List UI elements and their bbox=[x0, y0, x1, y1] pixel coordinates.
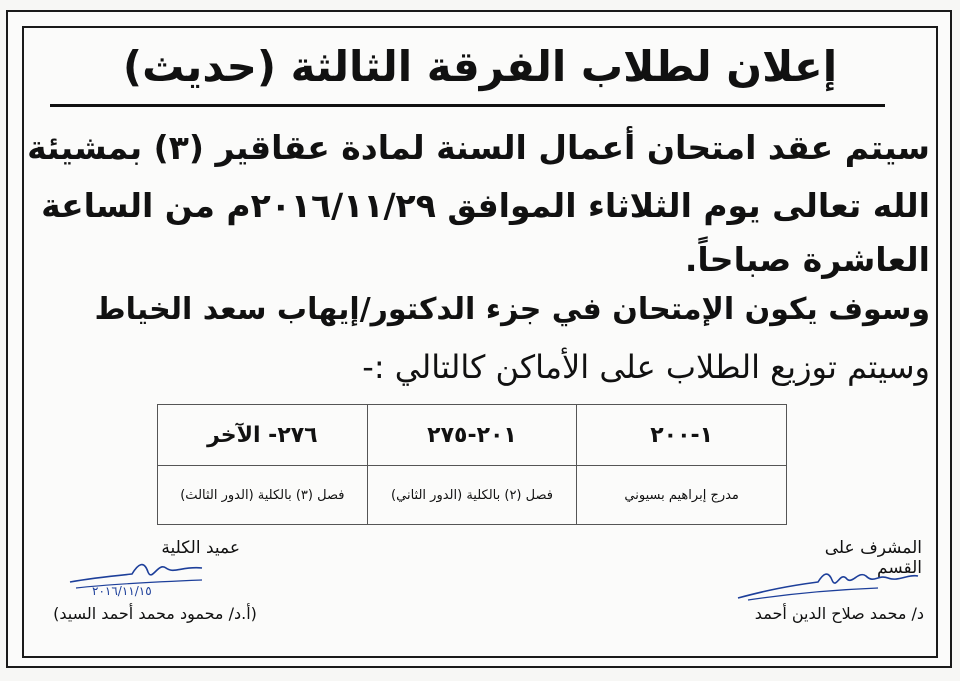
announcement-title: إعلان لطلاب الفرقة الثالثة (حديث) bbox=[122, 42, 838, 91]
body-line-2: الله تعالى يوم الثلاثاء الموافق ٢٠١٦/١١/٢٩م من الساعة bbox=[41, 186, 930, 225]
supervisor-signature bbox=[728, 560, 928, 606]
body-line-3: العاشرة صباحاً. bbox=[684, 240, 930, 279]
body-line-1: سيتم عقد امتحان أعمال السنة لمادة عقاقير (٣) بمشيئة bbox=[27, 128, 930, 167]
dean-name: (أ.د/ محمود محمد أحمد السيد) bbox=[53, 604, 257, 623]
range-cell: ٢٠١-٢٧٥ bbox=[367, 405, 577, 466]
distribution-table bbox=[157, 404, 787, 525]
dean-signature-date: ٢٠١٦/١١/١٥ bbox=[92, 584, 152, 598]
body-line-4: وسوف يكون الإمتحان في جزء الدكتور/إيهاب سعد الخياط bbox=[94, 292, 930, 327]
supervisor-title: المشرف على القسم bbox=[824, 538, 922, 578]
range-cell: ٢٧٦- الآخر bbox=[158, 405, 368, 466]
place-cell: مدرج إبراهيم بسيوني bbox=[577, 466, 787, 525]
range-cell: ١-٢٠٠ bbox=[577, 405, 787, 466]
place-cell: فصل (٣) بالكلية (الدور الثالث) bbox=[158, 466, 368, 525]
table-row bbox=[158, 466, 787, 525]
supervisor-name: د/ محمد صلاح الدين أحمد bbox=[754, 604, 924, 623]
place-cell: فصل (٢) بالكلية (الدور الثاني) bbox=[367, 466, 577, 525]
title-underline bbox=[50, 104, 885, 107]
body-line-5: وسيتم توزيع الطلاب على الأماكن كالتالي :- bbox=[362, 348, 930, 386]
dean-title: عميد الكلية bbox=[161, 538, 240, 558]
table-row bbox=[158, 405, 787, 466]
